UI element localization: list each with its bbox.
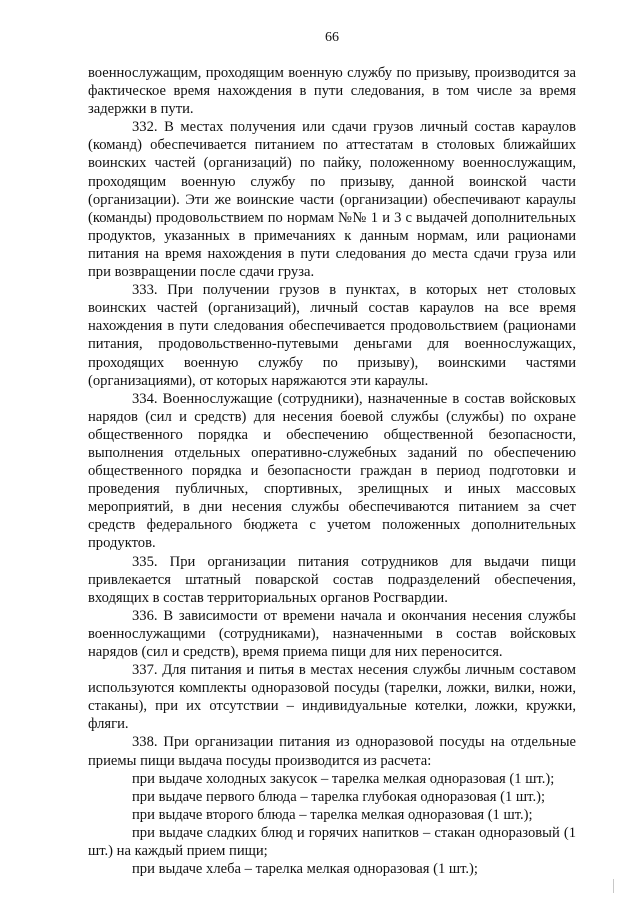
dish-list (88, 770, 576, 879)
paragraph-336: 336. В зависимости от времени начала и окончания несения службы военнослужащими (сотрудниками), назначенными в состав войсковых нарядов (сил и средств), время приема пищи для них переносится. (88, 607, 576, 660)
list-item: при выдаче первого блюда – тарелка глубокая одноразовая (1 шт.); (132, 788, 546, 805)
paragraph-332: 332. В местах получения или сдачи грузов личный состав караулов (команд) обеспечивается питанием по аттестатам в столовых ближайших воинских частей (организаций) по пайку, положенному военнослужащим, проходящим военную службу по призыву, данной воинской части (организации). Эти же воинские части (организации) обеспечивают караулы (команды) продовольствием по нормам №№ 1 и 3 с выдачей дополнительных продуктов, указанных в примечаниях к данным нормам, или рационами питания на время нахождения в пути следования до места сдачи груза или при возвращении после сдачи груза. (88, 119, 576, 281)
paragraph-335: 335. При организации питания сотрудников для выдачи пищи привлекается штатный поварской состав подразделений обеспечения, входящих в состав территориальных органов Росгвардии. (88, 553, 576, 606)
list-item: при выдаче хлеба – тарелка мелкая одноразовая (1 шт.); (132, 861, 478, 878)
paragraph-338: 338. При организации питания из одноразовой посуды на отдельные приемы пищи выдача посуды производится из расчета: (88, 734, 576, 769)
page-number: 66 (325, 30, 339, 45)
paragraph-continuation: военнослужащим, проходящим военную службу по призыву, производится за фактическое время нахождения в пути следования, в том числе за время задержки в пути. (88, 65, 576, 118)
document-body (88, 64, 576, 878)
paragraph-333: 333. При получении грузов в пунктах, в которых нет столовых воинских частей (организаций), личный состав караулов на все время нахождения в пути следования обеспечивается продовольствием (рационами питания, продовольственно-путевыми деньгами для военнослужащих, проходящих военную службу по призыву), воинскими частями (организациями), от которых наряжаются эти караулы. (88, 282, 576, 389)
scan-edge-mark (607, 879, 614, 893)
paragraph-337: 337. Для питания и питья в местах несения службы личным составом используются комплекты одноразовой посуды (тарелки, ложки, вилки, ножи, стаканы), при их отсутствии – индивидуальные котелки, ложки, кружки, фляги. (88, 662, 576, 733)
list-item: при выдаче второго блюда – тарелка мелкая одноразовая (1 шт.); (132, 806, 533, 823)
list-item: при выдаче сладких блюд и горячих напитков – стакан одноразовый (1 шт.) на каждый прием пищи; (88, 824, 576, 860)
paragraph-334: 334. Военнослужащие (сотрудники), назначенные в состав войсковых нарядов (сил и средств) для несения боевой службы (службы) по охране общественного порядка и обеспечению общественной безопасности, выполнения отдельных оперативно-служебных заданий по обеспечению общественного порядка и безопасности граждан в период подготовки и проведения публичных, спортивных, зрелищных и иных массовых мероприятий, в дни несения службы обеспечиваются питанием за счет средств федерального бюджета с учетом положенных дополнительных продуктов. (88, 390, 576, 552)
list-item: при выдаче холодных закусок – тарелка мелкая одноразовая (1 шт.); (132, 770, 555, 787)
